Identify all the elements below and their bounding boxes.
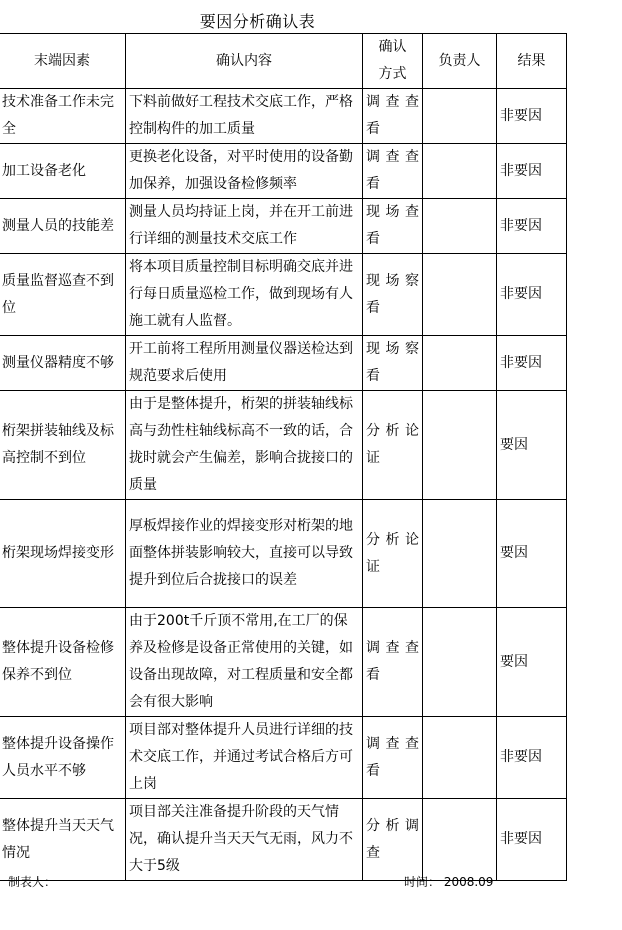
- factor-cell: 整体提升设备检修保养不到位: [0, 608, 126, 717]
- factor-cell: 技术准备工作未完全: [0, 89, 126, 144]
- result-cell: 非要因: [497, 199, 567, 254]
- owner-cell: [423, 608, 497, 717]
- factor-cell: 桁架现场焊接变形: [0, 500, 126, 608]
- factor-cell: 加工设备老化: [0, 144, 126, 199]
- owner-cell: [423, 391, 497, 500]
- content-cell: 更换老化设备，对平时使用的设备勤加保养，加强设备检修频率: [126, 144, 363, 199]
- owner-cell: [423, 799, 497, 881]
- content-cell: 厚板焊接作业的焊接变形对桁架的地面整体拼装影响较大，直接可以导致提升到位后合拢接口的误差: [126, 500, 363, 608]
- factor-cell: 质量监督巡查不到位: [0, 254, 126, 336]
- header-owner: 负责人: [423, 34, 497, 89]
- header-method-line1: 确认: [378, 39, 407, 55]
- result-cell: 非要因: [497, 799, 567, 881]
- table-row: [0, 799, 567, 881]
- header-method-line2: 方式: [378, 66, 407, 82]
- owner-cell: [423, 500, 497, 608]
- content-cell: 由于是整体提升，桁架的拼装轴线标高与劲性柱轴线标高不一致的话，合拢时就会产生偏差，影响合拢接口的质量: [126, 391, 363, 500]
- prepared-by-label: 制表人：: [8, 875, 57, 889]
- method-cell: 分析论证: [363, 391, 423, 500]
- owner-cell: [423, 336, 497, 391]
- method-cell: 分析调查: [363, 799, 423, 881]
- result-cell: 非要因: [497, 144, 567, 199]
- header-method: [363, 34, 423, 89]
- result-cell: 要因: [497, 391, 567, 500]
- table-header-row: [0, 34, 567, 89]
- table-row: [0, 89, 567, 144]
- table-row: [0, 500, 567, 608]
- confirmation-table: [0, 33, 567, 881]
- content-cell: 开工前将工程所用测量仪器送检达到规范要求后使用: [126, 336, 363, 391]
- table-row: [0, 608, 567, 717]
- method-cell: 现场察看: [363, 254, 423, 336]
- method-cell: 调查查看: [363, 89, 423, 144]
- factor-cell: 整体提升当天天气情况: [0, 799, 126, 881]
- factor-cell: 测量仪器精度不够: [0, 336, 126, 391]
- date-label: 时间： 2008.09: [404, 875, 494, 889]
- content-cell: 由于200t千斤顶不常用,在工厂的保养及检修是设备正常使用的关键，如设备出现故障，对工程质量和安全都会有很大影响: [126, 608, 363, 717]
- method-cell: 调查查看: [363, 717, 423, 799]
- owner-cell: [423, 254, 497, 336]
- result-cell: 非要因: [497, 717, 567, 799]
- table-row: [0, 199, 567, 254]
- result-cell: 要因: [497, 500, 567, 608]
- content-cell: 下料前做好工程技术交底工作，严格控制构件的加工质量: [126, 89, 363, 144]
- owner-cell: [423, 199, 497, 254]
- result-cell: 要因: [497, 608, 567, 717]
- method-cell: 现场察看: [363, 336, 423, 391]
- method-cell: 调查查看: [363, 144, 423, 199]
- owner-cell: [423, 89, 497, 144]
- table-row: [0, 144, 567, 199]
- content-cell: 项目部对整体提升人员进行详细的技术交底工作，并通过考试合格后方可上岗: [126, 717, 363, 799]
- result-cell: 非要因: [497, 336, 567, 391]
- owner-cell: [423, 717, 497, 799]
- table-row: [0, 254, 567, 336]
- header-factor: 末端因素: [0, 34, 126, 89]
- method-cell: 分析论证: [363, 500, 423, 608]
- factor-cell: 桁架拼装轴线及标高控制不到位: [0, 391, 126, 500]
- factor-cell: 测量人员的技能差: [0, 199, 126, 254]
- table-row: [0, 336, 567, 391]
- method-cell: 调查查看: [363, 608, 423, 717]
- page-title: 要因分析确认表: [199, 12, 316, 31]
- content-cell: 项目部关注准备提升阶段的天气情况，确认提升当天天气无雨，风力不大于5级: [126, 799, 363, 881]
- content-cell: 将本项目质量控制目标明确交底并进行每日质量巡检工作，做到现场有人施工就有人监督。: [126, 254, 363, 336]
- owner-cell: [423, 144, 497, 199]
- factor-cell: 整体提升设备操作人员水平不够: [0, 717, 126, 799]
- header-result: 结果: [497, 34, 567, 89]
- result-cell: 非要因: [497, 254, 567, 336]
- result-cell: 非要因: [497, 89, 567, 144]
- content-cell: 测量人员均持证上岗，并在开工前进行详细的测量技术交底工作: [126, 199, 363, 254]
- table-row: [0, 391, 567, 500]
- table-row: [0, 717, 567, 799]
- method-cell: 现场查看: [363, 199, 423, 254]
- header-content: 确认内容: [126, 34, 363, 89]
